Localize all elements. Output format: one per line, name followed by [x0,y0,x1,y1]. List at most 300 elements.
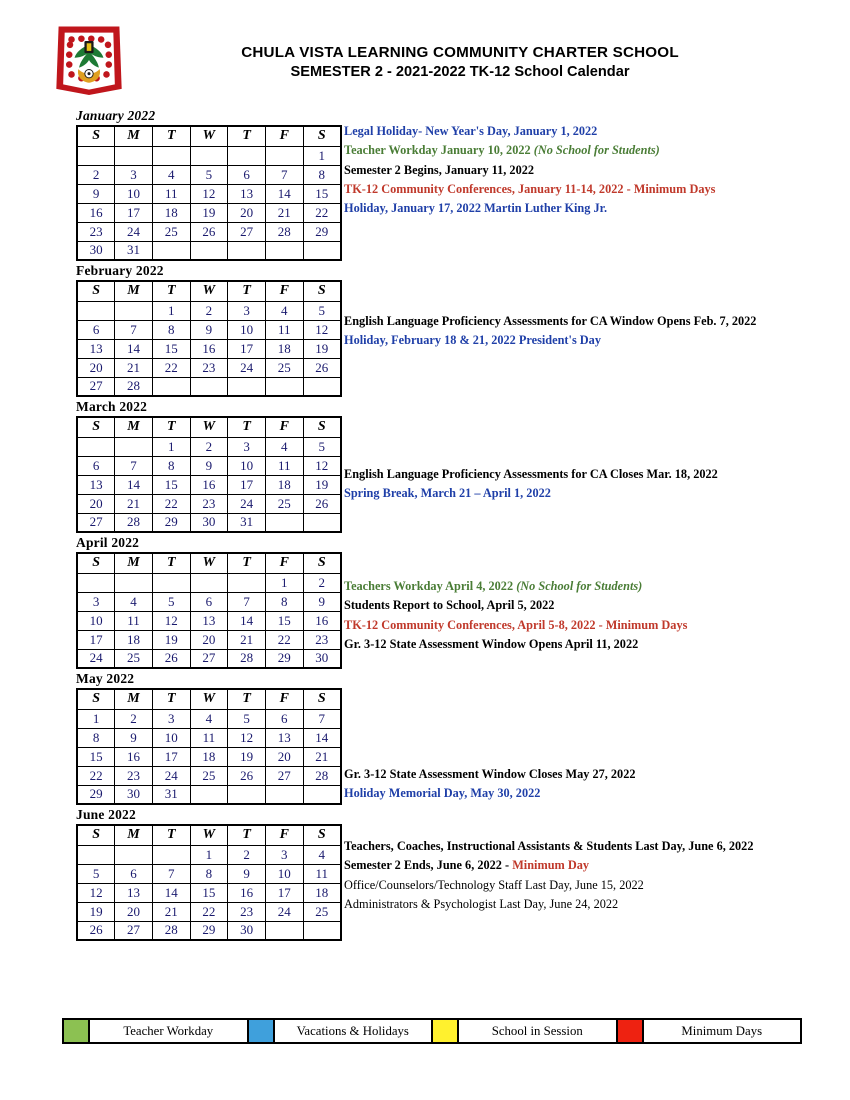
day-cell[interactable]: 19 [77,902,115,921]
day-cell[interactable]: 24 [228,494,266,513]
month-block [0,671,850,805]
day-cell[interactable]: 30 [190,513,228,532]
day-cell[interactable]: 14 [115,475,153,494]
calendar-week-row [77,320,341,339]
day-cell[interactable]: 27 [228,222,266,241]
day-cell[interactable]: 30 [228,921,266,940]
legend-minimum-days [618,1020,801,1042]
day-cell[interactable]: 8 [77,728,115,747]
day-cell[interactable]: 20 [115,902,153,921]
weekday-header-cell: T [228,689,266,709]
day-cell-empty [265,921,303,940]
day-cell[interactable]: 2 [190,301,228,320]
day-cell[interactable]: 16 [115,747,153,766]
weekday-header-cell: W [190,689,228,709]
day-cell[interactable]: 20 [190,630,228,649]
day-cell[interactable]: 28 [228,649,266,668]
day-cell[interactable]: 1 [303,146,341,165]
day-cell[interactable]: 30 [115,785,153,804]
day-cell[interactable]: 31 [152,785,190,804]
weekday-header-cell: F [265,281,303,301]
logo-container [0,22,160,98]
month-title: June 2022 [76,807,136,822]
day-cell[interactable]: 26 [77,921,115,940]
day-cell[interactable]: 29 [303,222,341,241]
day-cell[interactable]: 7 [115,456,153,475]
calendar-week-row [77,845,341,864]
day-cell[interactable]: 10 [265,864,303,883]
weekday-header-cell: S [303,417,341,437]
day-cell[interactable]: 30 [77,241,115,260]
day-cell[interactable]: 27 [265,766,303,785]
day-cell[interactable]: 8 [265,592,303,611]
day-cell[interactable]: 18 [152,203,190,222]
day-cell[interactable]: 13 [228,184,266,203]
calendar-week-row [77,630,341,649]
day-cell[interactable]: 9 [115,728,153,747]
day-cell[interactable]: 5 [303,437,341,456]
calendar-week-row [77,649,341,668]
calendar-week-row [77,592,341,611]
day-cell[interactable]: 10 [228,320,266,339]
day-cell[interactable]: 19 [190,203,228,222]
calendar-legend [62,1018,802,1044]
day-cell-empty [228,377,266,396]
day-cell[interactable]: 12 [228,728,266,747]
calendar-note: Administrators & Psychologist Last Day, June 24, 2022 [344,896,619,911]
calendar-note: Legal Holiday- New Year's Day, January 1, 2022 [344,124,598,138]
weekday-header-cell: M [115,126,153,146]
calendar-week-row [77,475,341,494]
calendar-week-row [77,766,341,785]
weekday-header-cell: T [152,825,190,845]
day-cell-empty [190,785,228,804]
month-notes [340,575,850,654]
day-cell[interactable]: 14 [115,339,153,358]
month-calendar-table [76,416,342,533]
day-cell[interactable]: 19 [152,630,190,649]
day-cell[interactable]: 23 [115,766,153,785]
calendar-note: Spring Break, March 21 – April 1, 2022 [344,486,551,501]
day-cell[interactable]: 17 [115,203,153,222]
day-cell[interactable]: 12 [190,184,228,203]
day-cell-empty [115,301,153,320]
day-cell[interactable]: 16 [190,339,228,358]
day-cell-empty [190,377,228,396]
day-cell[interactable]: 25 [265,358,303,377]
day-cell[interactable]: 28 [115,377,153,396]
day-cell-empty [152,845,190,864]
month-calendar-table [76,824,342,941]
day-cell[interactable]: 21 [303,747,341,766]
day-cell[interactable]: 6 [265,709,303,728]
title-block [160,22,850,80]
day-cell[interactable]: 21 [115,494,153,513]
day-cell[interactable]: 27 [77,377,115,396]
weekday-header-cell: S [77,126,115,146]
day-cell[interactable]: 12 [303,320,341,339]
day-cell[interactable]: 27 [115,921,153,940]
day-cell[interactable]: 15 [265,611,303,630]
day-cell[interactable]: 7 [228,592,266,611]
day-cell[interactable]: 29 [190,921,228,940]
day-cell[interactable]: 2 [228,845,266,864]
day-cell[interactable]: 22 [265,630,303,649]
day-cell[interactable]: 27 [190,649,228,668]
day-cell[interactable]: 17 [228,339,266,358]
day-cell[interactable]: 17 [228,475,266,494]
weekday-header-cell: S [303,689,341,709]
day-cell[interactable]: 20 [265,747,303,766]
day-cell[interactable]: 26 [152,649,190,668]
weekday-header-cell: T [152,126,190,146]
day-cell[interactable]: 20 [77,358,115,377]
day-cell[interactable]: 22 [152,358,190,377]
day-cell[interactable]: 15 [303,184,341,203]
day-cell[interactable]: 7 [303,709,341,728]
day-cell[interactable]: 11 [265,320,303,339]
day-cell[interactable]: 5 [77,864,115,883]
day-cell[interactable]: 3 [152,709,190,728]
day-cell-empty [303,377,341,396]
day-cell[interactable]: 11 [265,456,303,475]
calendar-week-row [77,241,341,260]
calendar-week-row [77,902,341,921]
day-cell[interactable]: 15 [190,883,228,902]
month-title: March 2022 [76,399,148,414]
day-cell[interactable]: 3 [77,592,115,611]
legend-color-swatch [249,1020,275,1042]
calendar-note: Semester 2 Ends, June 6, 2022 - Minimum Day [344,858,590,873]
weekday-header-cell: S [303,126,341,146]
day-cell[interactable]: 14 [228,611,266,630]
day-cell[interactable]: 9 [77,184,115,203]
day-cell[interactable]: 26 [228,766,266,785]
calendar-column [0,535,340,669]
day-cell[interactable]: 14 [265,184,303,203]
legend-vacations-holidays [249,1020,434,1042]
day-cell[interactable]: 11 [303,864,341,883]
day-cell[interactable]: 13 [190,611,228,630]
day-cell[interactable]: 29 [152,513,190,532]
day-cell[interactable]: 6 [190,592,228,611]
month-notes [340,835,850,914]
day-cell[interactable]: 6 [77,456,115,475]
day-cell[interactable]: 25 [265,494,303,513]
day-cell[interactable]: 13 [77,339,115,358]
day-cell[interactable]: 2 [77,165,115,184]
day-cell[interactable]: 10 [152,728,190,747]
day-cell[interactable]: 23 [77,222,115,241]
day-cell[interactable]: 20 [228,203,266,222]
day-cell[interactable]: 26 [190,222,228,241]
day-cell[interactable]: 22 [77,766,115,785]
day-cell[interactable]: 4 [265,437,303,456]
day-cell-empty [303,921,341,940]
calendar-note: Students Report to School, April 5, 2022 [344,598,555,613]
day-cell-empty [228,573,266,592]
day-cell[interactable]: 17 [265,883,303,902]
day-cell[interactable]: 21 [152,902,190,921]
calendar-week-row [77,883,341,902]
day-cell[interactable]: 16 [303,611,341,630]
legend-label: School in Session [491,1023,583,1038]
day-cell[interactable]: 5 [228,709,266,728]
months-container [0,108,850,941]
note-italic-segment: (No School for Students) [516,579,643,593]
day-cell[interactable]: 3 [265,845,303,864]
day-cell[interactable]: 1 [190,845,228,864]
weekday-header-cell: F [265,126,303,146]
day-cell[interactable]: 6 [115,864,153,883]
day-cell[interactable]: 4 [303,845,341,864]
day-cell[interactable]: 28 [265,222,303,241]
calendar-week-row [77,785,341,804]
day-cell[interactable]: 16 [77,203,115,222]
page-header [0,0,850,98]
day-cell[interactable]: 11 [115,611,153,630]
day-cell[interactable]: 8 [152,456,190,475]
day-cell[interactable]: 24 [228,358,266,377]
weekday-header-cell: T [228,126,266,146]
day-cell[interactable]: 27 [77,513,115,532]
day-cell[interactable]: 9 [228,864,266,883]
calendar-week-row [77,611,341,630]
day-cell[interactable]: 26 [303,494,341,513]
day-cell-empty [190,573,228,592]
day-cell[interactable]: 10 [115,184,153,203]
day-cell[interactable]: 24 [115,222,153,241]
day-cell[interactable]: 4 [190,709,228,728]
day-cell[interactable]: 19 [303,339,341,358]
day-cell[interactable]: 31 [228,513,266,532]
month-block [0,108,850,261]
day-cell[interactable]: 3 [115,165,153,184]
day-cell[interactable]: 18 [265,475,303,494]
weekday-header-cell: S [77,281,115,301]
day-cell[interactable]: 25 [115,649,153,668]
day-cell[interactable]: 5 [152,592,190,611]
weekday-header-cell: S [303,553,341,573]
day-cell[interactable]: 7 [152,864,190,883]
day-cell[interactable]: 23 [190,358,228,377]
calendar-week-row [77,339,341,358]
day-cell-empty [228,785,266,804]
calendar-week-row [77,301,341,320]
day-cell[interactable]: 12 [77,883,115,902]
day-cell[interactable]: 5 [190,165,228,184]
day-cell[interactable]: 6 [77,320,115,339]
day-cell[interactable]: 18 [115,630,153,649]
weekday-header-cell: W [190,126,228,146]
calendar-week-row [77,573,341,592]
day-cell[interactable]: 1 [152,437,190,456]
day-cell[interactable]: 25 [152,222,190,241]
month-block [0,399,850,533]
day-cell[interactable]: 23 [303,630,341,649]
day-cell[interactable]: 25 [303,902,341,921]
calendar-note: Holiday, February 18 & 21, 2022 President's Day [344,333,601,348]
day-cell[interactable]: 4 [152,165,190,184]
day-cell-empty [77,437,115,456]
weekday-header-cell: S [77,553,115,573]
day-cell[interactable]: 3 [228,301,266,320]
day-cell[interactable]: 4 [115,592,153,611]
month-calendar-table [76,280,342,397]
month-calendar-table [76,125,342,261]
day-cell[interactable]: 15 [152,475,190,494]
day-cell[interactable]: 7 [265,165,303,184]
day-cell[interactable]: 21 [228,630,266,649]
weekday-header-cell: T [152,553,190,573]
day-cell[interactable]: 12 [152,611,190,630]
weekday-header-row [77,126,341,146]
day-cell[interactable]: 17 [77,630,115,649]
legend-school-in-session [433,1020,618,1042]
day-cell[interactable]: 16 [190,475,228,494]
weekday-header-row [77,417,341,437]
calendar-week-row [77,165,341,184]
calendar-week-row [77,456,341,475]
calendar-week-row [77,494,341,513]
day-cell[interactable]: 1 [77,709,115,728]
day-cell[interactable]: 9 [190,456,228,475]
day-cell[interactable]: 9 [303,592,341,611]
day-cell[interactable]: 29 [77,785,115,804]
calendar-column [0,807,340,941]
day-cell[interactable]: 1 [265,573,303,592]
weekday-header-cell: M [115,689,153,709]
day-cell-empty [152,146,190,165]
day-cell[interactable]: 28 [115,513,153,532]
weekday-header-cell: S [303,825,341,845]
weekday-header-cell: T [228,417,266,437]
day-cell[interactable]: 24 [77,649,115,668]
calendar-note: Semester 2 Begins, January 11, 2022 [344,162,535,177]
day-cell[interactable]: 18 [265,339,303,358]
day-cell[interactable]: 24 [265,902,303,921]
day-cell[interactable]: 11 [190,728,228,747]
day-cell[interactable]: 29 [265,649,303,668]
day-cell[interactable]: 8 [303,165,341,184]
day-cell[interactable]: 4 [265,301,303,320]
note-highlight-segment: Minimum Day [512,858,590,873]
calendar-week-row [77,513,341,532]
day-cell[interactable]: 6 [228,165,266,184]
day-cell[interactable]: 7 [115,320,153,339]
day-cell[interactable]: 19 [303,475,341,494]
day-cell[interactable]: 3 [228,437,266,456]
calendar-note: Gr. 3-12 State Assessment Window Closes May 27, 2022 [344,767,636,781]
day-cell-empty [152,241,190,260]
day-cell-empty [115,146,153,165]
day-cell[interactable]: 15 [152,339,190,358]
day-cell[interactable]: 31 [115,241,153,260]
day-cell[interactable]: 10 [228,456,266,475]
month-notes [340,463,850,504]
calendar-week-row [77,747,341,766]
day-cell[interactable]: 17 [152,747,190,766]
day-cell[interactable]: 21 [115,358,153,377]
weekday-header-row [77,281,341,301]
weekday-header-cell: T [228,825,266,845]
day-cell[interactable]: 9 [190,320,228,339]
calendar-column [0,399,340,533]
day-cell[interactable]: 28 [303,766,341,785]
day-cell-empty [265,513,303,532]
day-cell[interactable]: 13 [77,475,115,494]
day-cell[interactable]: 30 [303,649,341,668]
day-cell[interactable]: 23 [228,902,266,921]
calendar-week-row [77,203,341,222]
calendar-note: Holiday, January 17, 2022 Martin Luther King Jr. [344,201,608,216]
day-cell-empty [303,241,341,260]
day-cell[interactable]: 8 [190,864,228,883]
calendar-week-row [77,921,341,940]
day-cell[interactable]: 12 [303,456,341,475]
calendar-note: Teacher Workday January 10, 2022 (No School for Students) [344,143,660,158]
day-cell[interactable]: 2 [303,573,341,592]
day-cell[interactable]: 22 [152,494,190,513]
day-cell[interactable]: 25 [190,766,228,785]
calendar-week-row [77,184,341,203]
legend-label: Vacations & Holidays [296,1023,409,1038]
calendar-note: English Language Proficiency Assessments for CA Closes Mar. 18, 2022 [344,467,718,481]
day-cell[interactable]: 14 [303,728,341,747]
month-block [0,807,850,941]
day-cell[interactable]: 1 [152,301,190,320]
month-title: February 2022 [76,263,164,278]
school-name-title: CHULA VISTA LEARNING COMMUNITY CHARTER SCHOOL [241,44,679,61]
day-cell[interactable]: 26 [303,358,341,377]
calendar-note: English Language Proficiency Assessments for CA Window Opens Feb. 7, 2022 [344,314,757,328]
day-cell-empty [77,146,115,165]
weekday-header-cell: M [115,825,153,845]
cvlcc-school-crest-logo [51,22,127,98]
weekday-header-cell: W [190,825,228,845]
weekday-header-cell: W [190,417,228,437]
day-cell[interactable]: 22 [303,203,341,222]
weekday-header-cell: W [190,553,228,573]
calendar-week-row [77,377,341,396]
day-cell[interactable]: 22 [190,902,228,921]
day-cell[interactable]: 19 [228,747,266,766]
day-cell[interactable]: 18 [190,747,228,766]
day-cell[interactable]: 10 [77,611,115,630]
day-cell[interactable]: 23 [190,494,228,513]
day-cell[interactable]: 18 [303,883,341,902]
day-cell[interactable]: 2 [115,709,153,728]
day-cell[interactable]: 13 [265,728,303,747]
day-cell[interactable]: 28 [152,921,190,940]
day-cell[interactable]: 8 [152,320,190,339]
day-cell[interactable]: 14 [152,883,190,902]
calendar-week-row [77,728,341,747]
day-cell[interactable]: 11 [152,184,190,203]
day-cell[interactable]: 13 [115,883,153,902]
day-cell[interactable]: 20 [77,494,115,513]
day-cell[interactable]: 21 [265,203,303,222]
calendar-column [0,108,340,261]
day-cell[interactable]: 24 [152,766,190,785]
legend-label: Minimum Days [681,1023,763,1038]
day-cell-empty [77,845,115,864]
day-cell[interactable]: 5 [303,301,341,320]
day-cell[interactable]: 2 [190,437,228,456]
day-cell[interactable]: 15 [77,747,115,766]
day-cell[interactable]: 16 [228,883,266,902]
month-notes [340,120,850,218]
